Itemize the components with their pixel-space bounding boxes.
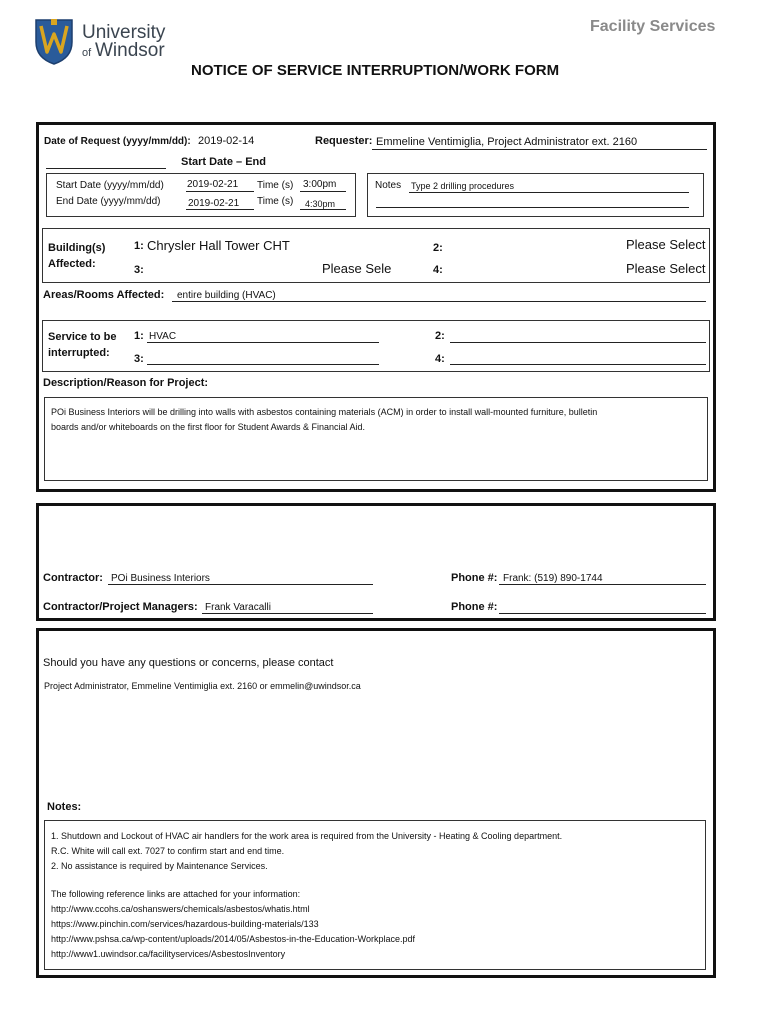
managers-label: Contractor/Project Managers: — [43, 601, 198, 613]
managers-value[interactable]: Frank Varacalli — [205, 602, 271, 613]
service-4-number: 4: — [435, 353, 445, 365]
building-4-select[interactable]: Please Select — [626, 261, 706, 276]
start-end-label: Start Date – End — [181, 156, 266, 168]
department-name: Facility Services — [590, 18, 716, 35]
service-4-underline[interactable] — [450, 364, 706, 365]
end-time-value[interactable]: 4:30pm — [305, 199, 336, 209]
date-of-request-label: Date of Request (yyyy/mm/dd): — [44, 136, 191, 147]
description-line-2: boards and/or whiteboards on the first floor for Student Awards & Financial Aid. — [51, 422, 366, 432]
requester-underline — [372, 149, 707, 150]
contact-text: Should you have any questions or concerns, please contact — [43, 657, 334, 669]
note-line[interactable]: http://www.pshsa.ca/wp-content/uploads/2014/05/Asbestos-in-the-Education-Workplace.pdf — [51, 934, 416, 944]
crest-icon — [34, 16, 74, 66]
building-1-number: 1: — [134, 240, 144, 252]
service-3-underline[interactable] — [147, 364, 379, 365]
service-1-value[interactable]: HVAC — [149, 331, 177, 342]
contact-admin: Project Administrator, Emmeline Ventimiglia ext. 2160 or emmelin@uwindsor.ca — [44, 681, 361, 691]
notes-underline-2 — [376, 207, 689, 208]
contractor-phone-underline — [499, 584, 706, 585]
start-time-label: Time (s) — [257, 180, 294, 191]
logo-text-windsor: Windsor — [95, 40, 165, 61]
building-4-number: 4: — [433, 264, 443, 276]
notes-value[interactable]: Type 2 drilling procedures — [411, 181, 515, 191]
end-time-underline — [300, 209, 346, 210]
notes-underline-1 — [409, 192, 689, 193]
building-1-select[interactable]: Chrysler Hall Tower CHT — [147, 238, 290, 253]
form-title: NOTICE OF SERVICE INTERRUPTION/WORK FORM — [191, 62, 560, 79]
end-time-label: Time (s) — [257, 196, 294, 207]
end-date-value[interactable]: 2019-02-21 — [188, 198, 240, 209]
service-label: Service to be — [48, 331, 117, 343]
areas-underline — [172, 301, 706, 302]
building-3-number: 3: — [134, 264, 144, 276]
note-line[interactable]: https://www.pinchin.com/services/hazardous-building-materials/133 — [51, 919, 319, 929]
service-2-number: 2: — [435, 330, 445, 342]
note-line: 1. Shutdown and Lockout of HVAC air handlers for the work area is required from the University - Heating & Cooling department. — [51, 831, 563, 841]
managers-phone-label: Phone #: — [451, 601, 498, 613]
start-date-underline — [186, 191, 254, 192]
notes-box — [367, 173, 704, 217]
service-1-underline — [147, 342, 379, 343]
end-date-underline — [186, 209, 254, 210]
contractor-phone-label: Phone #: — [451, 572, 498, 584]
areas-label: Areas/Rooms Affected: — [43, 289, 165, 301]
managers-phone-underline[interactable] — [499, 613, 706, 614]
start-date-value[interactable]: 2019-02-21 — [187, 179, 239, 190]
start-time-underline — [300, 191, 346, 192]
note-line[interactable]: http://www1.uwindsor.ca/facilityservices/AsbestosInventory — [51, 949, 286, 959]
logo-text-university: University — [82, 22, 166, 43]
service-1-number: 1: — [134, 330, 144, 342]
areas-value[interactable]: entire building (HVAC) — [177, 290, 276, 301]
blank-line — [46, 168, 166, 169]
description-label: Description/Reason for Project: — [43, 377, 209, 389]
buildings-label-2: Affected: — [48, 258, 96, 270]
contractor-label: Contractor: — [43, 572, 103, 584]
start-time-value[interactable]: 3:00pm — [303, 179, 337, 190]
date-of-request-value[interactable]: 2019-02-14 — [198, 135, 255, 147]
note-line: R.C. White will call ext. 7027 to confirm start and end time. — [51, 846, 285, 856]
building-3-select[interactable]: Please Sele — [322, 261, 392, 276]
service-3-number: 3: — [134, 353, 144, 365]
note-line: 2. No assistance is required by Maintenance Services. — [51, 861, 268, 871]
contractor-phone-value[interactable]: Frank: (519) 890-1744 — [503, 573, 603, 584]
note-line: The following reference links are attached for your information: — [51, 889, 301, 899]
service-label-2: interrupted: — [48, 347, 110, 359]
logo-text-prefix: of — [82, 47, 92, 59]
buildings-label: Building(s) — [48, 242, 106, 254]
notes-label: Notes — [375, 180, 402, 191]
building-2-select[interactable]: Please Select — [626, 237, 706, 252]
note-line[interactable]: http://www.ccohs.ca/oshanswers/chemicals/asbestos/whatis.html — [51, 904, 310, 914]
requester-label: Requester: — [315, 135, 373, 147]
start-date-label: Start Date (yyyy/mm/dd) — [56, 180, 164, 191]
contractor-underline — [108, 584, 373, 585]
requester-value[interactable]: Emmeline Ventimiglia, Project Administrator ext. 2160 — [376, 136, 638, 148]
notes-section-label: Notes: — [47, 801, 82, 813]
managers-underline — [202, 613, 373, 614]
building-2-number: 2: — [433, 242, 443, 254]
description-line-1: POi Business Interiors will be drilling into walls with asbestos containing materials (ACM) in order to install wall-mounted furniture, bulletin — [51, 407, 598, 417]
contractor-value[interactable]: POi Business Interiors — [111, 573, 210, 584]
service-2-underline[interactable] — [450, 342, 706, 343]
end-date-label: End Date (yyyy/mm/dd) — [56, 196, 161, 207]
